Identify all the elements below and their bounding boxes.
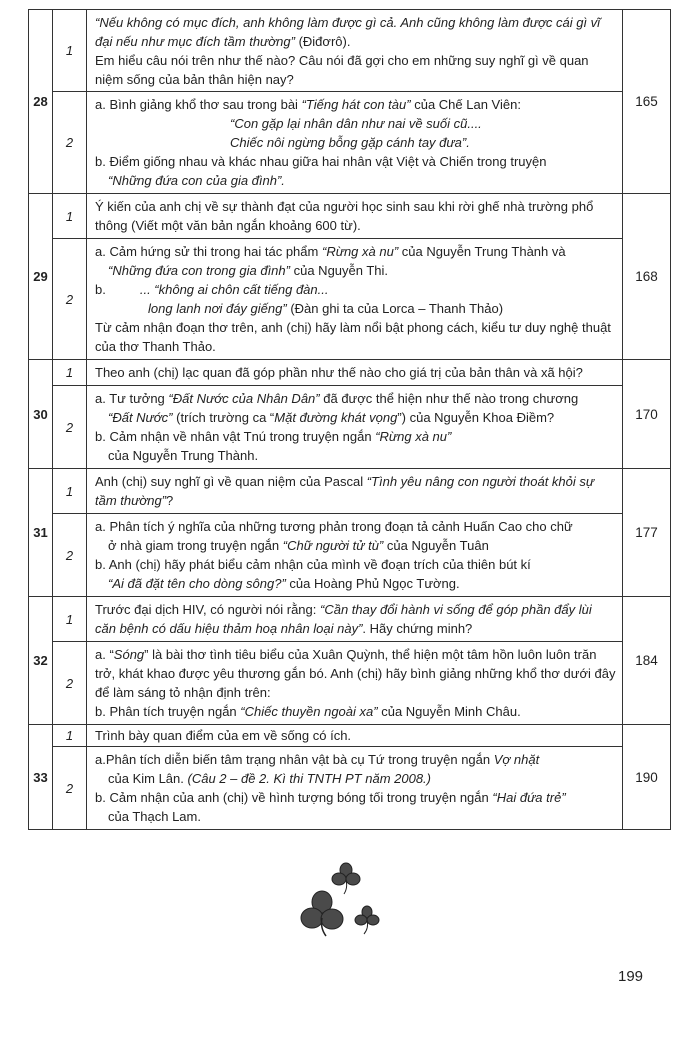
question-number: 1 xyxy=(53,194,87,239)
question-text: “Nếu không có mục đích, anh không làm được gì cả. Anh cũng không làm được cái gì vĩ đại nếu như mục đích tầm thường” (Điđơrô). Em hiểu câu nói trên như thế nào? Câu nói đã gợi cho em những suy nghĩ gì về quan niệm sống của bản thân hiện nay? xyxy=(87,10,623,92)
exam-number: 31 xyxy=(29,469,53,597)
table-row xyxy=(29,194,671,239)
exam-number: 30 xyxy=(29,360,53,469)
question-number: 2 xyxy=(53,386,87,469)
page-number: 199 xyxy=(618,968,644,985)
question-number: 1 xyxy=(53,597,87,642)
question-number: 1 xyxy=(53,725,87,747)
question-number: 2 xyxy=(53,514,87,597)
table-row xyxy=(29,747,671,830)
page-ref: 177 xyxy=(623,469,671,597)
question-number: 2 xyxy=(53,642,87,725)
question-text: a. Tư tưởng “Đất Nước của Nhân Dân” đã được thể hiện như thế nào trong chương “Đất Nước” (trích trường ca “Mặt đường khát vọng”) của Nguyễn Khoa Điềm? b. Cảm nhận về nhân vật Tnú trong truyện ngắn “Rừng xà nu” của Nguyễn Trung Thành. xyxy=(87,386,623,469)
page-ref: 190 xyxy=(623,725,671,830)
question-text: Theo anh (chị) lạc quan đã góp phần như thế nào cho giá trị của bản thân và xã hội? xyxy=(87,360,623,386)
question-text: a.Phân tích diễn biến tâm trạng nhân vật bà cụ Tứ trong truyện ngắn Vợ nhặt của Kim Lân. (Câu 2 – đề 2. Kì thi TNTH PT năm 2008.) b. Cảm nhận của anh (chị) về hình tượng bóng tối trong truyện ngắn “Hai đứa trẻ” của Thạch Lam. xyxy=(87,747,623,830)
table-row xyxy=(29,597,671,642)
question-text: Trình bày quan điểm của em về sống có ích. xyxy=(87,725,623,747)
table-row xyxy=(29,725,671,747)
toc-table xyxy=(28,9,671,830)
table-row xyxy=(29,642,671,725)
question-number: 2 xyxy=(53,92,87,194)
page-ref: 168 xyxy=(623,194,671,360)
exam-number: 33 xyxy=(29,725,53,830)
page-ref: 184 xyxy=(623,597,671,725)
question-text: Ý kiến của anh chị về sự thành đạt của người học sinh sau khi rời ghế nhà trường phổ thông (Viết một văn bản ngắn khoảng 600 từ). xyxy=(87,194,623,239)
question-number: 2 xyxy=(53,747,87,830)
exam-number: 32 xyxy=(29,597,53,725)
exam-number: 28 xyxy=(29,10,53,194)
clover-decoration-icon xyxy=(300,862,390,942)
table-row xyxy=(29,514,671,597)
table-row xyxy=(29,469,671,514)
question-number: 1 xyxy=(53,469,87,514)
table-row xyxy=(29,360,671,386)
page-ref: 165 xyxy=(623,10,671,194)
question-text: a. Phân tích ý nghĩa của những tương phản trong đoạn tả cảnh Huấn Cao cho chữ ở nhà giam trong truyện ngắn “Chữ người tử tù” của Nguyễn Tuân b. Anh (chị) hãy phát biểu cảm nhận của mình về đoạn trích của thiên bút kí “Ai đã đặt tên cho dòng sông?” của Hoàng Phủ Ngọc Tường. xyxy=(87,514,623,597)
question-number: 2 xyxy=(53,239,87,360)
table-row xyxy=(29,386,671,469)
question-text: a. Cảm hứng sử thi trong hai tác phẩm “Rừng xà nu” của Nguyễn Trung Thành và “Những đứa con trong gia đình” của Nguyễn Thi. b. ... “không ai chôn cất tiếng đàn... long lanh nơi đáy giếng” (Đàn ghi ta của Lorca – Thanh Thảo) Từ cảm nhận đoạn thơ trên, anh (chị) hãy làm nổi bật phong cách, kiểu tư duy nghệ thuật của thơ Thanh Thảo. xyxy=(87,239,623,360)
table-row xyxy=(29,92,671,194)
exam-number: 29 xyxy=(29,194,53,360)
question-text: a. Bình giảng khổ thơ sau trong bài “Tiếng hát con tàu” của Chế Lan Viên: “Con gặp lại nhân dân như nai về suối cũ.... Chiếc nôi ngừng bỗng gặp cánh tay đưa”. b. Điểm giống nhau và khác nhau giữa hai nhân vật Việt và Chiến trong truyện “Những đứa con của gia đình”. xyxy=(87,92,623,194)
page-ref: 170 xyxy=(623,360,671,469)
question-number: 1 xyxy=(53,10,87,92)
table-row xyxy=(29,10,671,92)
question-text: a. “Sóng” là bài thơ tình tiêu biểu của Xuân Quỳnh, thể hiện một tâm hồn luôn luôn trăn trở, khát khao được yêu thương gắn bó. Anh (chị) hãy bình giảng những khổ thơ dưới đây để làm sáng tỏ nhận định trên: b. Phân tích truyện ngắn “Chiếc thuyền ngoài xa” của Nguyễn Minh Châu. xyxy=(87,642,623,725)
question-number: 1 xyxy=(53,360,87,386)
question-text: Anh (chị) suy nghĩ gì về quan niệm của Pascal “Tình yêu nâng con người thoát khỏi sự tầm thường”? xyxy=(87,469,623,514)
question-text: Trước đại dịch HIV, có người nói rằng: “Cần thay đổi hành vi sống để góp phần đẩy lùi căn bệnh có dấu hiệu thảm hoạ nhân loại này”. Hãy chứng minh? xyxy=(87,597,623,642)
table-row xyxy=(29,239,671,360)
